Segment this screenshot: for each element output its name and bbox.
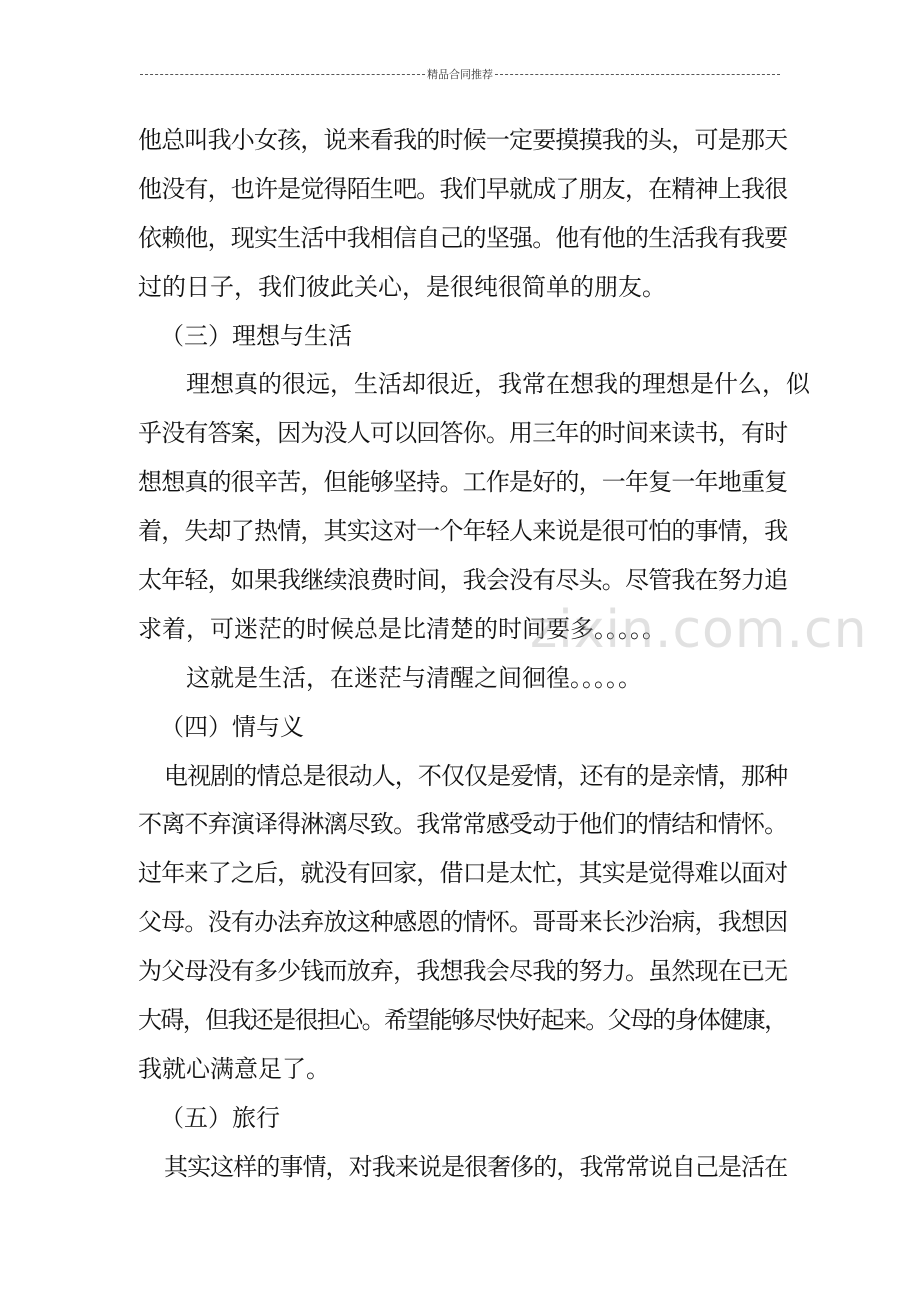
text-line: （四）情与义 <box>160 712 304 741</box>
text-line: （三）理想与生活 <box>160 321 352 350</box>
text-line: 大碍，但我还是很担心。希望能够尽快好起来。父母的身体健康， <box>138 1006 787 1035</box>
page-header <box>140 64 780 84</box>
watermark: zixin.com.cn <box>530 600 868 660</box>
text-line: 想想真的很辛苦，但能够坚持。工作是好的，一年复一年地重复 <box>138 468 788 497</box>
text-line: 不离不弃演译得淋漓尽致。我常常感受动于他们的情结和情怀。 <box>138 810 788 839</box>
text-line: 依赖他，现实生活中我相信自己的坚强。他有他的生活我有我要 <box>138 223 788 252</box>
text-line: 父母。没有办法弃放这种感恩的情怀。哥哥来长沙治病，我想因 <box>138 908 788 937</box>
header-rule-left <box>140 74 425 75</box>
text-line: 他没有，也许是觉得陌生吧。我们早就成了朋友，在精神上我很 <box>138 174 788 203</box>
text-line: 求着，可迷茫的时候总是比清楚的时间要多。。。。。 <box>138 614 666 643</box>
header-rule-right <box>495 74 780 75</box>
text-line: 理想真的很远，生活却很近，我常在想我的理想是什么，似 <box>186 370 810 399</box>
text-line: （五）旅行 <box>160 1103 280 1132</box>
text-line: 着，失却了热情，其实这对一个年轻人来说是很可怕的事情，我 <box>138 517 788 546</box>
text-line: 太年轻，如果我继续浪费时间，我会没有尽头。尽管我在努力追 <box>138 566 788 595</box>
text-line: 这就是生活，在迷茫与清醒之间徊徨。。。。。 <box>186 663 642 692</box>
text-line: 电视剧的情总是很动人，不仅仅是爱情，还有的是亲情，那种 <box>164 761 788 790</box>
text-line: 其实这样的事情，对我来说是很奢侈的，我常常说自己是活在 <box>164 1152 788 1181</box>
header-title: 精品合同推荐 <box>427 68 493 81</box>
text-line: 过的日子，我们彼此关心，是很纯很简单的朋友。 <box>138 272 666 301</box>
text-line: 他总叫我小女孩，说来看我的时候一定要摸摸我的头，可是那天 <box>138 126 788 154</box>
text-line: 乎没有答案，因为没人可以回答你。用三年的时间来读书，有时 <box>138 419 788 448</box>
text-line: 我就心满意足了。 <box>138 1054 330 1083</box>
text-line: 为父母没有多少钱而放弃，我想我会尽我的努力。虽然现在已无 <box>138 957 788 986</box>
text-line: 过年来了之后，就没有回家，借口是太忙，其实是觉得难以面对 <box>138 859 788 888</box>
